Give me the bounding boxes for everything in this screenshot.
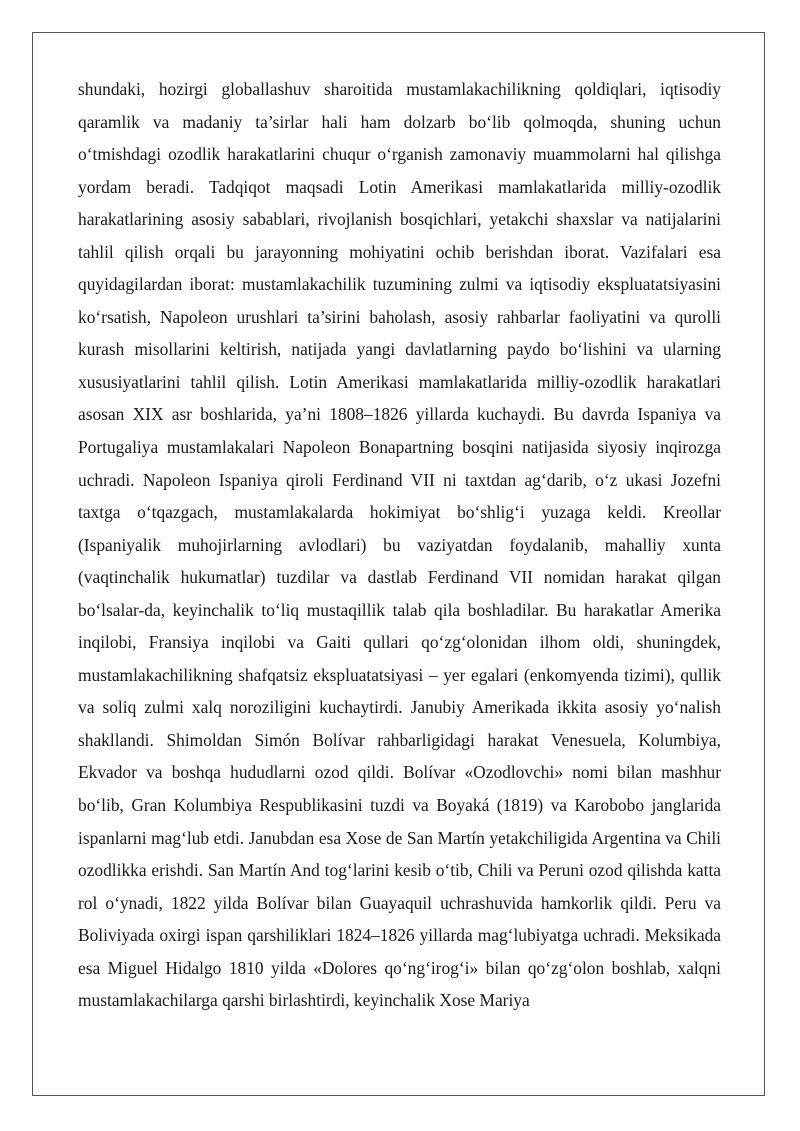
document-page [32, 32, 765, 1096]
body-paragraph: shundaki, hozirgi globallashuv sharoitida mustamlakachilikning qoldiqlari, iqtisodiy qaramlik va madaniy ta’sirlar hali ham dolzarb bo‘lib qolmoqda, shuning uchun o‘tmishdagi ozodlik harakatlarini chuqur o‘rganish zamonaviy muammolarni hal qilishga yordam beradi. Tadqiqot maqsadi Lotin Amerikasi mamlakatlarida milliy-ozodlik harakatlarining asosiy sabablari, rivojlanish bosqichlari, yetakchi shaxslar va natijalarini tahlil qilish orqali bu jarayonning mohiyatini ochib berishdan iborat. Vazifalari esa quyidagilardan iborat: mustamlakachilik tuzumining zulmi va iqtisodiy ekspluatatsiyasini ko‘rsatish, Napoleon urushlari ta’sirini baholash, asosiy rahbarlar faoliyatini va qurolli kurash misollarini keltirish, natijada yangi davlatlarning paydo bo‘lishini va ularning xususiyatlarini tahlil qilish. Lotin Amerikasi mamlakatlarida milliy-ozodlik harakatlari asosan XIX asr boshlarida, ya’ni 1808–1826 yillarda kuchaydi. Bu davrda Ispaniya va Portugaliya mustamlakalari Napoleon Bonapartning bosqini natijasida siyosiy inqirozga uchradi. Napoleon Ispaniya qiroli Ferdinand VII ni taxtdan ag‘darib, o‘z ukasi Jozefni taxtga o‘tqazgach, mustamlakalarda hokimiyat bo‘shlig‘i yuzaga keldi. Kreollar (Ispaniyalik muhojirlarning avlodlari) bu vaziyatdan foydalanib, mahalliy xunta (vaqtinchalik hukumatlar) tuzdilar va dastlab Ferdinand VII nomidan harakat qilgan bo‘lsalar-da, keyinchalik to‘liq mustaqillik talab qila boshladilar. Bu harakatlar Amerika inqilobi, Fransiya inqilobi va Gaiti qullari qo‘zg‘olonidan ilhom oldi, shuningdek, mustamlakachilikning shafqatsiz ekspluatatsiyasi – yer egalari (enkomyenda tizimi), qullik va soliq zulmi xalq noroziligini kuchaytirdi. Janubiy Amerikada ikkita asosiy yo‘nalish shakllandi. Shimoldan Simón Bolívar rahbarligidagi harakat Venesuela, Kolumbiya, Ekvador va boshqa hududlarni ozod qildi. Bolívar «Ozodlovchi» nomi bilan mashhur bo‘lib, Gran Kolumbiya Respublikasini tuzdi va Boyaká (1819) va Karobobo janglarida ispanlarni mag‘lub etdi. Janubdan esa Xose de San Martín yetakchiligida Argentina va Chili ozodlikka erishdi. San Martín And tog‘larini kesib o‘tib, Chili va Peruni ozod qilishda katta rol o‘ynadi, 1822 yilda Bolívar bilan Guayaquil uchrashuvida hamkorlik qildi. Peru va Boliviyada oxirgi ispan qarshiliklari 1824–1826 yillarda mag‘lubiyatga uchradi. Meksikada esa Miguel Hidalgo 1810 yilda «Dolores qo‘ng‘irog‘i» bilan qo‘zg‘olon boshlab, xalqni mustamlakachilarga qarshi birlashtirdi, keyinchalik Xose Mariya [78, 79, 721, 1011]
